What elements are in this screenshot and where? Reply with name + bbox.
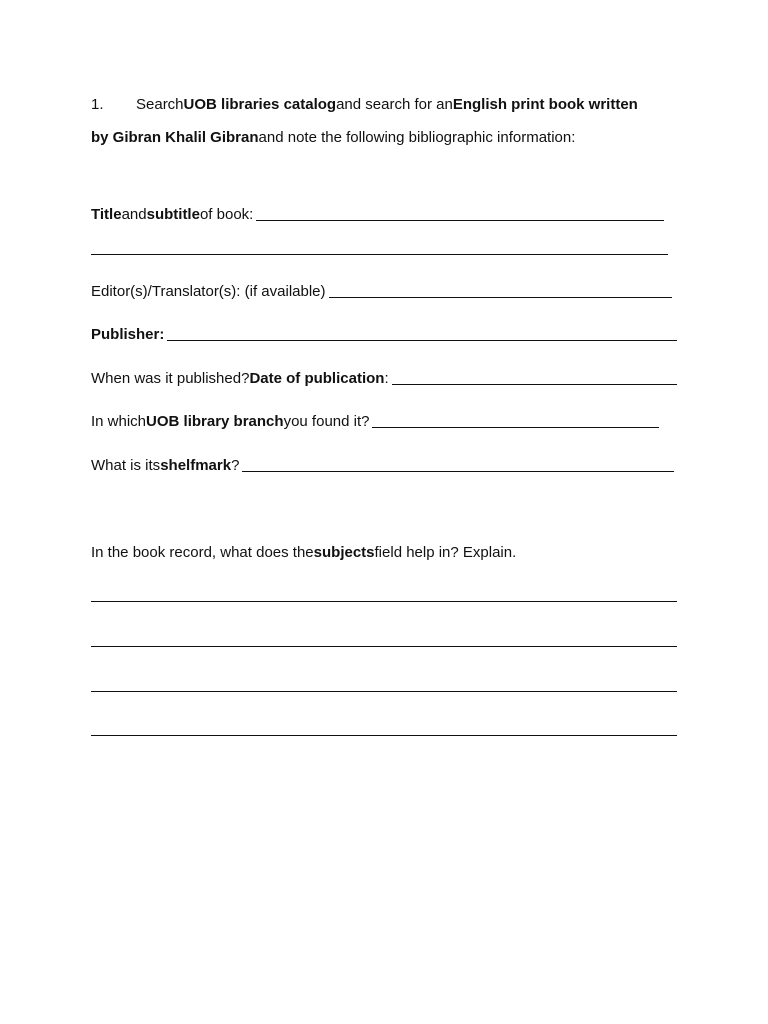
publisher-field[interactable] — [91, 323, 677, 345]
subjects-label: subjects — [313, 544, 375, 561]
question-bold-author: by Gibran Khalil Gibran — [91, 129, 259, 146]
shelfmark-blank[interactable] — [242, 470, 674, 472]
title-field[interactable] — [91, 203, 664, 225]
publisher-blank[interactable] — [167, 339, 677, 341]
shelfmark-label: shelfmark — [160, 457, 232, 474]
field-text: ? — [231, 457, 240, 474]
title-label: Title — [91, 206, 122, 223]
field-text: In which — [91, 413, 147, 430]
editor-blank[interactable] — [329, 296, 673, 298]
shelfmark-field[interactable] — [91, 454, 674, 476]
subtitle-label: subtitle — [146, 206, 200, 223]
date-field[interactable] — [91, 367, 677, 389]
date-label: Date of publication — [249, 370, 385, 387]
question-line-2 — [91, 126, 677, 148]
branch-field[interactable] — [91, 410, 659, 432]
field-text: of book: — [199, 206, 254, 223]
answer-line-3[interactable] — [91, 690, 677, 692]
field-text: and — [121, 206, 147, 223]
title-blank-continued[interactable] — [91, 253, 668, 255]
title-blank[interactable] — [256, 219, 664, 221]
field-text: : — [384, 370, 389, 387]
question-line-1 — [91, 93, 677, 115]
subjects-question — [91, 541, 677, 563]
question-text: and search for an — [336, 96, 453, 113]
answer-line-4[interactable] — [91, 734, 677, 736]
branch-blank[interactable] — [372, 426, 659, 428]
editor-label: Editor(s)/Translator(s): (if available) — [91, 283, 326, 300]
question-number: 1. — [91, 96, 104, 113]
publisher-label: Publisher: — [91, 326, 165, 343]
answer-line-2[interactable] — [91, 645, 677, 647]
branch-label: UOB library branch — [146, 413, 284, 430]
question-bold-catalog: UOB libraries catalog — [183, 96, 337, 113]
field-text: you found it? — [283, 413, 370, 430]
editor-field[interactable] — [91, 280, 672, 302]
subjects-text: field help in? Explain. — [374, 544, 517, 561]
question-bold-book: English print book written — [452, 96, 638, 113]
subjects-text: In the book record, what does the — [91, 544, 314, 561]
question-text: Search — [136, 96, 184, 113]
date-blank[interactable] — [392, 383, 677, 385]
answer-line-1[interactable] — [91, 600, 677, 602]
field-text: What is its — [91, 457, 161, 474]
field-text: When was it published? — [91, 370, 250, 387]
question-text: and note the following bibliographic information: — [258, 129, 576, 146]
